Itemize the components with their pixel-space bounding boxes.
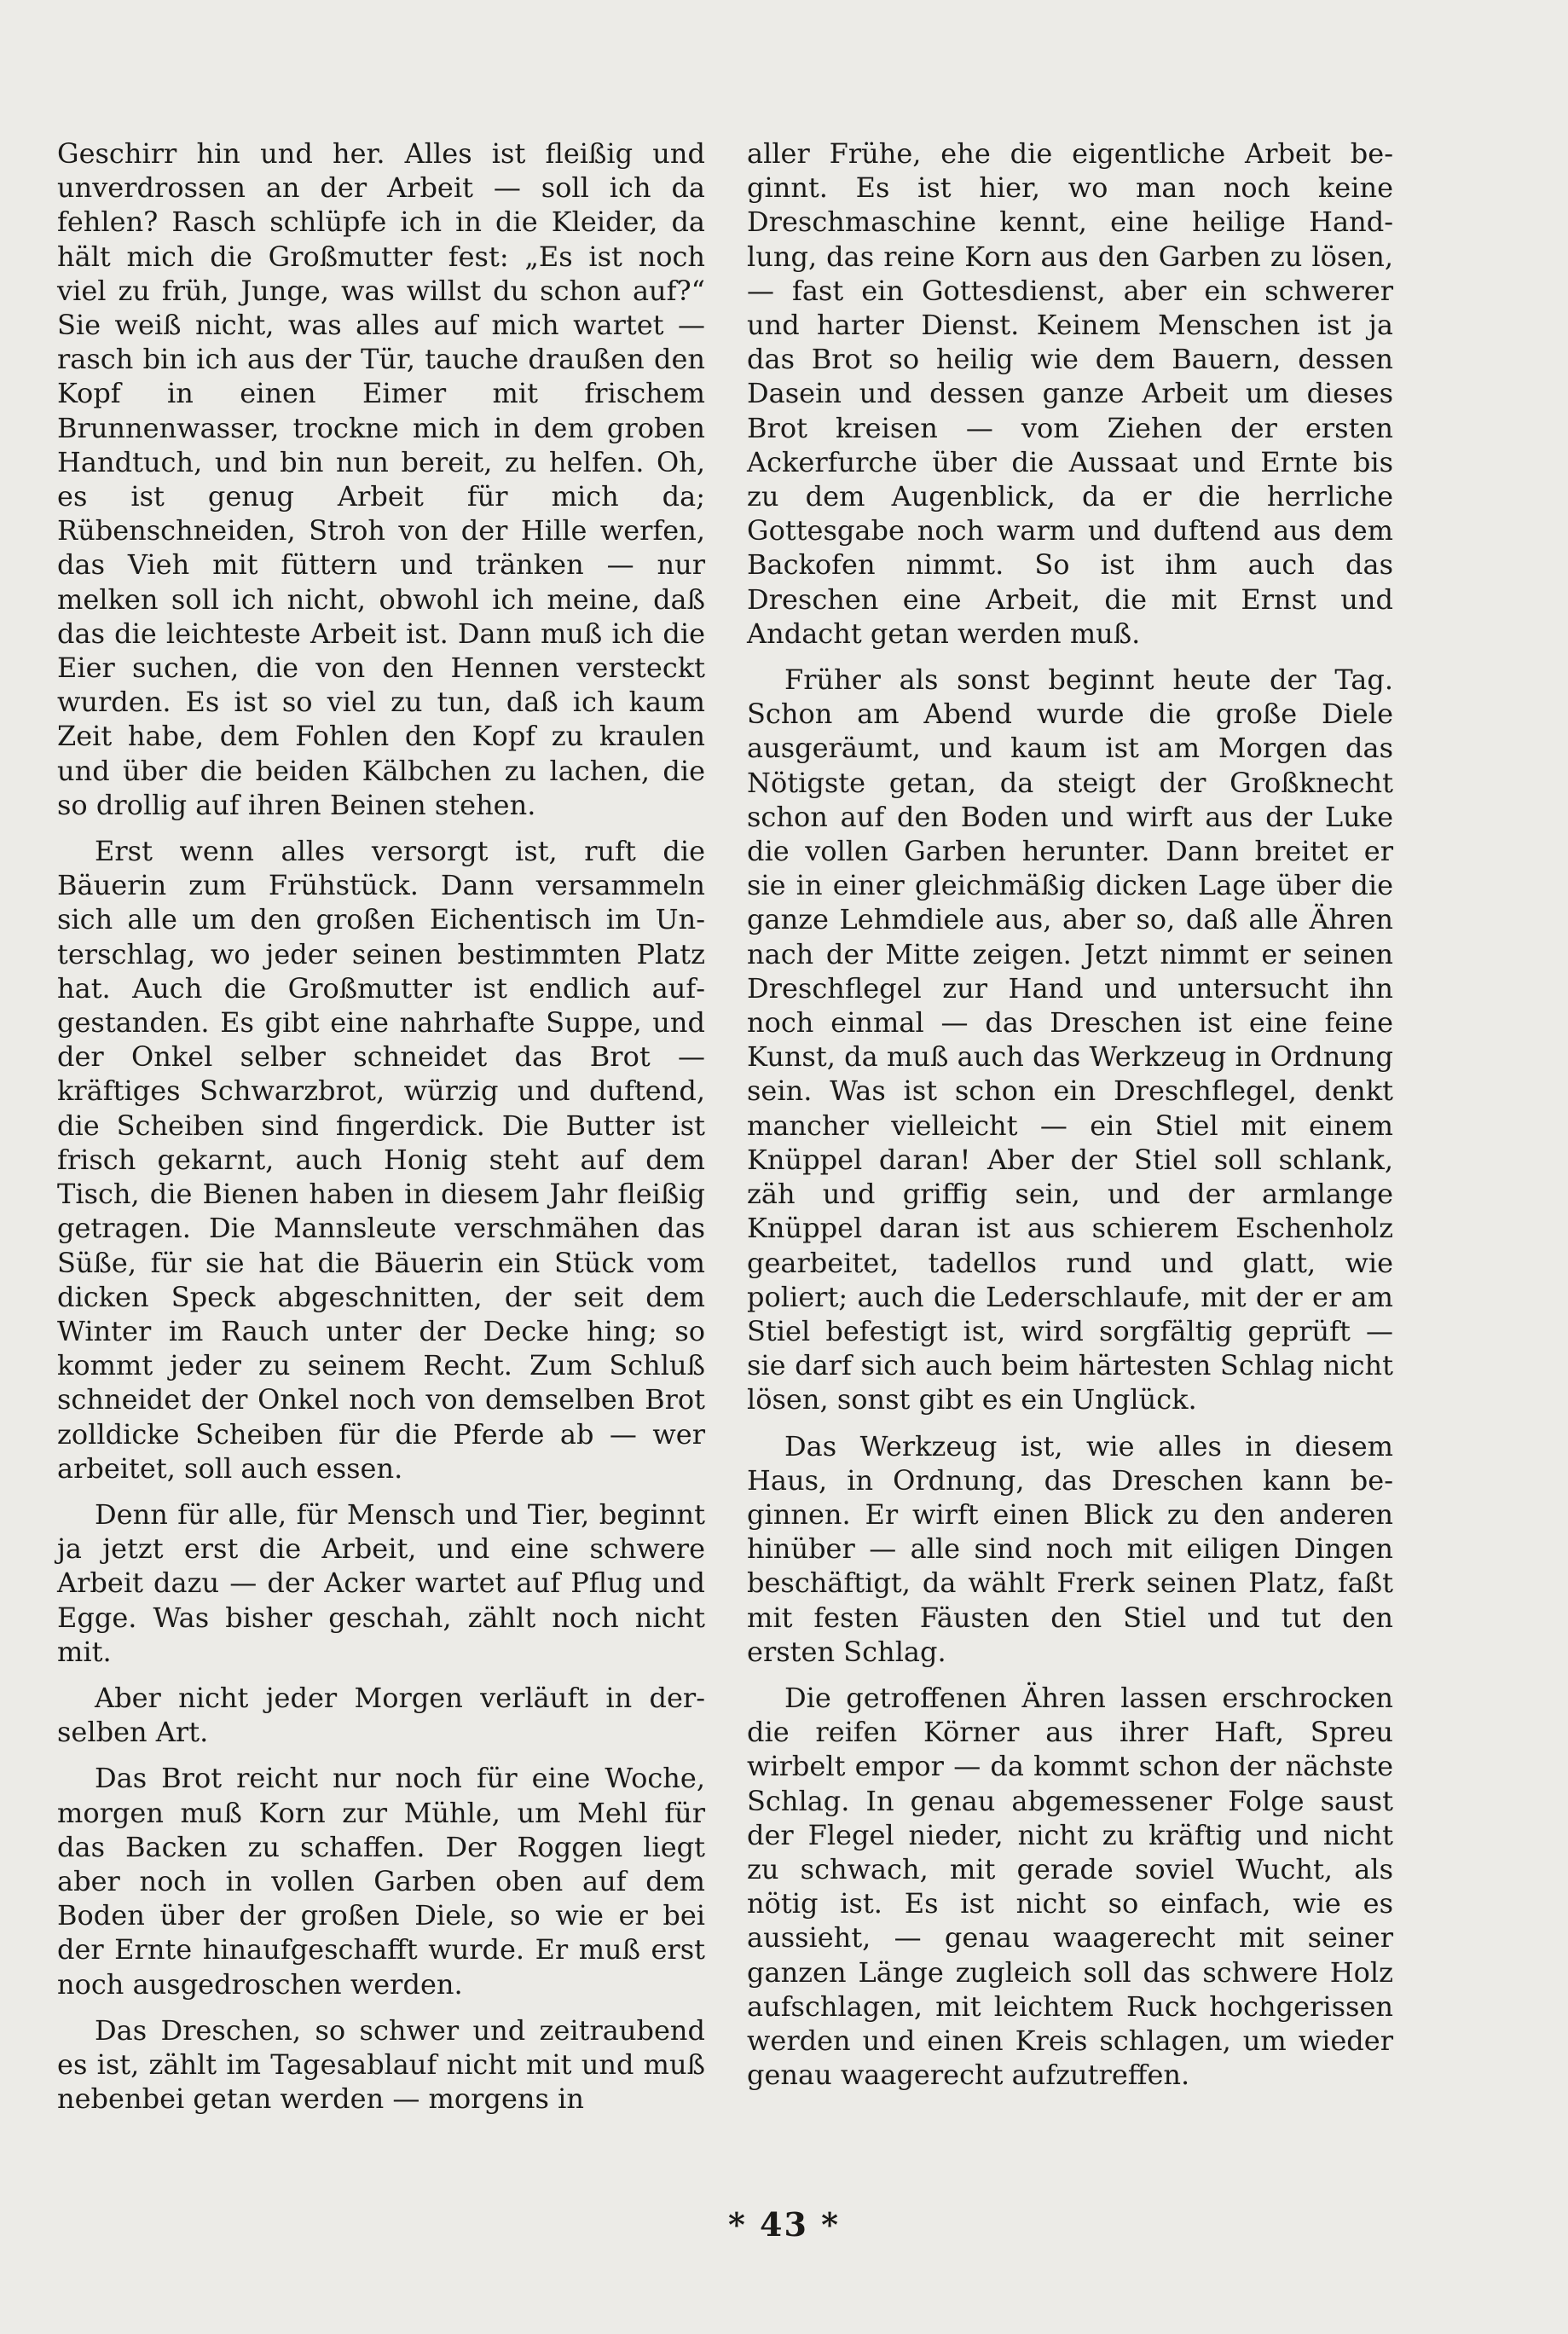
- paragraph: Geschirr hin und her. Alles ist fleißig und unverdrossen an der Arbeit — soll ich da fehlen? Rasch schlüpfe ich in die Kleider, da hält mich die Großmutter fest: „Es ist noch viel zu früh, Junge, was willst du schon auf?“ Sie weiß nicht, was alles auf mich wartet — rasch bin ich aus der Tür, tauche draußen den Kopf in einen Eimer mit frischem Brunnenwasser, trockne mich in dem groben Handtuch, und bin nun bereit, zu helfen. Oh, es ist genug Arbeit für mich da; Rübenschneiden, Stroh von der Hille werfen, das Vieh mit füttern und tränken — nur melken soll ich nicht, obwohl ich meine, daß das die leichteste Arbeit ist. Dann muß ich die Eier suchen, die von den Hennen versteckt wurden. Es ist so viel zu tun, daß ich kaum Zeit habe, dem Fohlen den Kopf zu kraulen und über die beiden Kälbchen zu lachen, die so drollig auf ihren Beinen stehen.: [57, 137, 705, 821]
- paragraph: Denn für alle, für Mensch und Tier, beginnt ja jetzt erst die Arbeit, und eine schwere Arbeit dazu — der Acker wartet auf Pflug und Egge. Was bisher geschah, zählt noch nicht mit.: [57, 1497, 705, 1668]
- page-number: * 43 *: [727, 2205, 841, 2244]
- left-text-column: [57, 136, 705, 2128]
- paragraph: Das Brot reicht nur noch für eine Woche, morgen muß Korn zur Mühle, um Mehl für das Backen zu schaffen. Der Roggen liegt aber noch in vollen Garben oben auf dem Boden über der großen Diele, so wie er bei der Ernte hinaufgeschafft wurde. Er muß erst noch ausgedroschen werden.: [57, 1762, 705, 2001]
- paragraph: Das Werkzeug ist, wie alles in diesem Haus, in Ordnung, das Dreschen kann beginnen. Er wirft einen Blick zu den anderen hinüber — alle sind noch mit eiligen Dingen beschäftigt, da wählt Frerk seinen Platz, faßt mit festen Fäusten den Stiel und tut den ersten Schlag.: [747, 1429, 1393, 1668]
- paragraph: Die getroffenen Ähren lassen erschrocken die reifen Körner aus ihrer Haft, Spreu wirbelt empor — da kommt schon der nächste Schlag. In genau abgemessener Folge saust der Flegel nieder, nicht zu kräftig und nicht zu schwach, mit gerade soviel Wucht, als nötig ist. Es ist nicht so einfach, wie es aussieht, — genau waagerecht mit seiner ganzen Länge zugleich soll das schwere Holz aufschlagen, mit leichtem Ruck hochgerissen werden und einen Kreis schlagen, um wieder genau waagerecht aufzutreffen.: [747, 1681, 1393, 2092]
- paragraph: Erst wenn alles versorgt ist, ruft die Bäuerin zum Frühstück. Dann versammeln sich alle um den großen Eichentisch im Unterschlag, wo jeder seinen bestimmten Platz hat. Auch die Großmutter ist endlich aufgestanden. Es gibt eine nahrhafte Suppe, und der Onkel selber schneidet das Brot — kräftiges Schwarzbrot, würzig und duftend, die Scheiben sind fingerdick. Die Butter ist frisch gekarnt, auch Honig steht auf dem Tisch, die Bienen haben in diesem Jahr fleißig getragen. Die Mannsleute verschmähen das Süße, für sie hat die Bäuerin ein Stück vom dicken Speck abgeschnitten, der seit dem Winter im Rauch unter der Decke hing; so kommt jeder zu seinem Recht. Zum Schluß schneidet der Onkel noch von demselben Brot zolldicke Scheiben für die Pferde ab — wer arbeitet, soll auch essen.: [57, 835, 705, 1485]
- paragraph: Früher als sonst beginnt heute der Tag. Schon am Abend wurde die große Diele ausgeräumt, und kaum ist am Morgen das Nötigste getan, da steigt der Großknecht schon auf den Boden und wirft aus der Luke die vollen Garben herunter. Dann breitet er sie in einer gleichmäßig dicken Lage über die ganze Lehmdiele aus, aber so, daß alle Ähren nach der Mitte zeigen. Jetzt nimmt er seinen Dreschflegel zur Hand und untersucht ihn noch einmal — das Dreschen ist eine feine Kunst, da muß auch das Werkzeug in Ordnung sein. Was ist schon ein Dreschflegel, denkt mancher vielleicht — ein Stiel mit einem Knüppel daran! Aber der Stiel soll schlank, zäh und griffig sein, und der armlange Knüppel daran ist aus schierem Eschenholz gearbeitet, tadellos rund und glatt, wie poliert; auch die Lederschlaufe, mit der er am Stiel befestigt ist, wird sorgfältig geprüft — sie darf sich auch beim härtesten Schlag nicht lösen, sonst gibt es ein Unglück.: [747, 663, 1393, 1416]
- paragraph: Aber nicht jeder Morgen verläuft in derselben Art.: [57, 1681, 705, 1749]
- right-text-column: [747, 136, 1393, 2104]
- paragraph: Das Dreschen, so schwer und zeitraubend es ist, zählt im Tagesablauf nicht mit und muß nebenbei getan werden — morgens in: [57, 2013, 705, 2116]
- paragraph: aller Frühe, ehe die eigentliche Arbeit beginnt. Es ist hier, wo man noch keine Dreschmaschine kennt, eine heilige Handlung, das reine Korn aus den Garben zu lösen, — fast ein Gottesdienst, aber ein schwerer und harter Dienst. Keinem Menschen ist ja das Brot so heilig wie dem Bauern, dessen Dasein und dessen ganze Arbeit um dieses Brot kreisen — vom Ziehen der ersten Ackerfurche über die Aussaat und Ernte bis zu dem Augenblick, da er die herrliche Gottesgabe noch warm und duftend aus dem Backofen nimmt. So ist ihm auch das Dreschen eine Arbeit, die mit Ernst und Andacht getan werden muß.: [747, 137, 1393, 650]
